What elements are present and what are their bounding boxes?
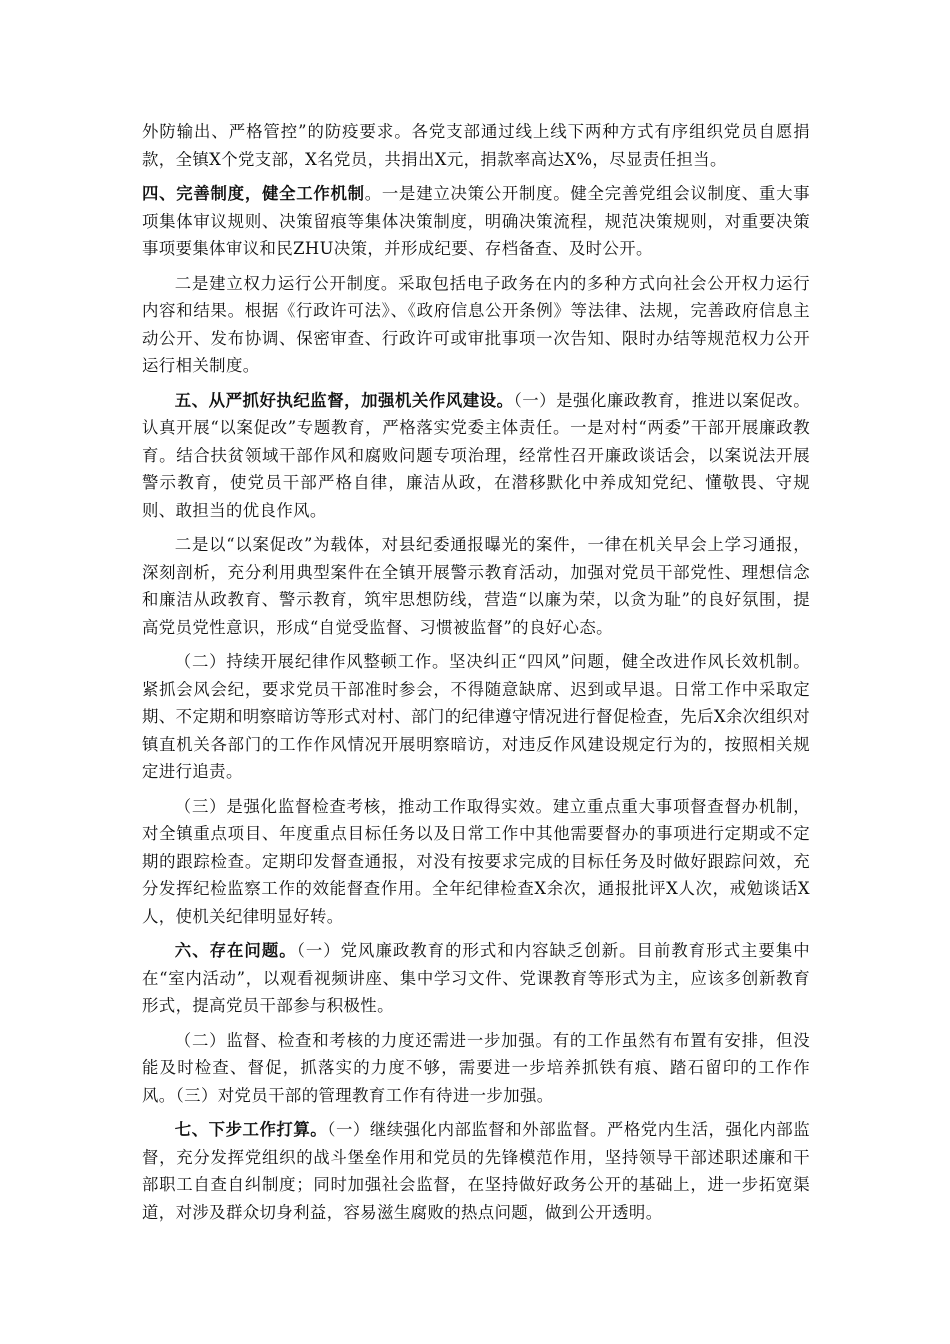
paragraph-9 [142, 1027, 810, 1110]
section-heading: 六、存在问题。 [174, 941, 297, 960]
paragraph-text: （一）党风廉政教育的形式和内容缺乏创新。目前教育形式主要集中在“室内活动”，以观看视频讲座、集中学习文件、党课教育等形式为主，应该多创新教育形式，提高党员干部参与积极性。 [142, 941, 810, 1015]
document-body [142, 118, 810, 1233]
section-heading: 四、完善制度，健全工作机制 [142, 184, 365, 203]
paragraph-6 [142, 648, 810, 786]
section-heading: 七、下步工作打算。 [174, 1120, 328, 1139]
paragraph-text: 。一是建立决策公开制度。健全完善党组会议制度、重大事项集体审议规则、决策留痕等集体决策制度，明确决策流程，规范决策规则，对重要决策事项要集体审议和民ZHU决策，并形成纪要、存档备查、及时公开。 [142, 184, 810, 258]
section-heading: 五、从严抓好执纪监督，加强机关作风建设。 [174, 390, 514, 410]
paragraph-10 [142, 1116, 810, 1226]
paragraph-5 [142, 531, 810, 641]
paragraph-2 [142, 180, 810, 263]
paragraph-text: 二是以“以案促改”为载体，对县纪委通报曝光的案件，一律在机关早会上学习通报，深刻剖析，充分利用典型案件在全镇开展警示教育活动，加强对党员干部党性、理想信念和廉洁从政教育、警示教育，筑牢思想防线，营造“以廉为荣，以贪为耻”的良好氛围，提高党员党性意识，形成“自觉受监督、习惯被监督”的良好心态。 [142, 535, 810, 637]
paragraph-3 [142, 270, 810, 380]
paragraph-7 [142, 793, 810, 931]
paragraph-text: 外防输出、严格管控”的防疫要求。各党支部通过线上线下两种方式有序组织党员自愿捐款，全镇X个党支部，X名党员，共捐出X元，捐款率高达X%，尽显责任担当。 [142, 122, 810, 169]
paragraph-text: 二是建立权力运行公开制度。采取包括电子政务在内的多种方式向社会公开权力运行内容和结果。根据《行政许可法》、《政府信息公开条例》等法律、法规，完善政府信息主动公开、发布协调、保密审查、行政许可或审批事项一次告知、限时办结等规范权力公开运行相关制度。 [142, 273, 810, 375]
paragraph-text: （一）是强化廉政教育，推进以案促改。认真开展“以案促改”专题教育，严格落实党委主体责任。一是对村“两委”干部开展廉政教育。结合扶贫领域干部作风和腐败问题专项治理，经常性召开廉政谈话会，以案说法开展警示教育，使党员干部严格自律，廉洁从政，在潜移默化中养成知党纪、懂敬畏、守规则、敢担当的优良作风。 [142, 390, 811, 520]
paragraph-1 [142, 118, 810, 173]
paragraph-text: （二）监督、检查和考核的力度还需进一步加强。有的工作虽然有布置有安排，但没能及时检查、督促，抓落实的力度不够，需要进一步培养抓铁有痕、踏石留印的工作作风。（三）对党员干部的管理教育工作有待进一步加强。 [142, 1030, 810, 1105]
paragraph-4 [142, 387, 810, 525]
paragraph-text: （一）继续强化内部监督和外部监督。严格党内生活，强化内部监督，充分发挥党组织的战斗堡垒作用和党员的先锋模范作用，坚持领导干部述职述廉和干部职工自查自纠制度；同时加强社会监督，在坚持做好政务公开的基础上，进一步拓宽渠道，对涉及群众切身利益，容易滋生腐败的热点问题，做到公开透明。 [142, 1120, 810, 1222]
paragraph-8 [142, 937, 810, 1020]
paragraph-text: （二）持续开展纪律作风整顿工作。坚决纠正“四风”问题，健全改进作风长效机制。紧抓会风会纪，要求党员干部准时参会，不得随意缺席、迟到或早退。日常工作中采取定期、不定期和明察暗访等形式对村、部门的纪律遵守情况进行督促检查，先后X余次组织对镇直机关各部门的工作作风情况开展明察暗访，对违反作风建设规定行为的，按照相关规定进行追责。 [142, 652, 810, 781]
paragraph-text: （三）是强化监督检查考核，推动工作取得实效。建立重点重大事项督查督办机制，对全镇重点项目、年度重点目标任务以及日常工作中其他需要督办的事项进行定期或不定期的跟踪检查。定期印发督查通报，对没有按要求完成的目标任务及时做好跟踪问效，充分发挥纪检监察工作的效能督查作用。全年纪律检查X余次，通报批评X人次，戒勉谈话X人，使机关纪律明显好转。 [142, 796, 810, 926]
